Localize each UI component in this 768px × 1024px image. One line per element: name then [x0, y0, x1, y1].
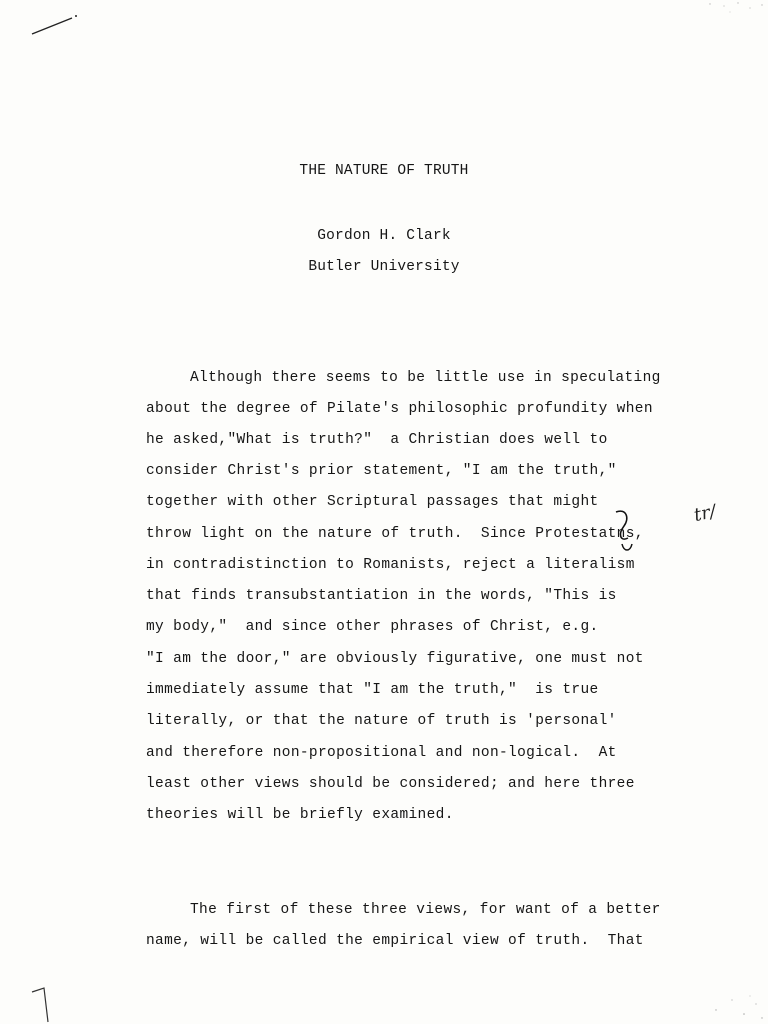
pen-stroke-mark [28, 10, 88, 40]
text-line: throw light on the nature of truth. Since Protestatns, [146, 526, 644, 542]
text-line: in contradistinction to Romanists, reject a literalism [146, 557, 635, 573]
author-affiliation: Butler University [308, 259, 460, 275]
text-line: theories will be briefly examined. [146, 807, 454, 823]
scan-noise [704, 990, 768, 1024]
text-line: about the degree of Pilate's philosophic profundity when [146, 401, 653, 417]
text-line: immediately assume that "I am the truth," is true [146, 682, 599, 698]
text-line: literally, or that the nature of truth is 'personal' [146, 713, 617, 729]
text-line: he asked,"What is truth?" a Christian does well to [146, 432, 608, 448]
margin-annotation: tr/ [692, 500, 718, 527]
text-line: together with other Scriptural passages that might [146, 494, 599, 510]
text-line: least other views should be considered; and here three [146, 776, 635, 792]
author-name: Gordon H. Clark [317, 228, 451, 244]
text-line: name, will be called the empirical view of truth. That [146, 933, 644, 949]
text-line: The first of these three views, for want of a better [190, 902, 661, 918]
text-line: that finds transubstantiation in the words, "This is [146, 588, 617, 604]
text-line: and therefore non-propositional and non-logical. At [146, 745, 617, 761]
text-line: consider Christ's prior statement, "I am the truth," [146, 463, 617, 479]
corner-bracket-mark [30, 984, 60, 1024]
text-line: "I am the door," are obviously figurative, one must not [146, 651, 644, 667]
text-line: Although there seems to be little use in speculating [190, 370, 661, 386]
text-line: my body," and since other phrases of Christ, e.g. [146, 619, 599, 635]
document-title: THE NATURE OF TRUTH [299, 163, 469, 179]
scan-noise [700, 0, 768, 24]
